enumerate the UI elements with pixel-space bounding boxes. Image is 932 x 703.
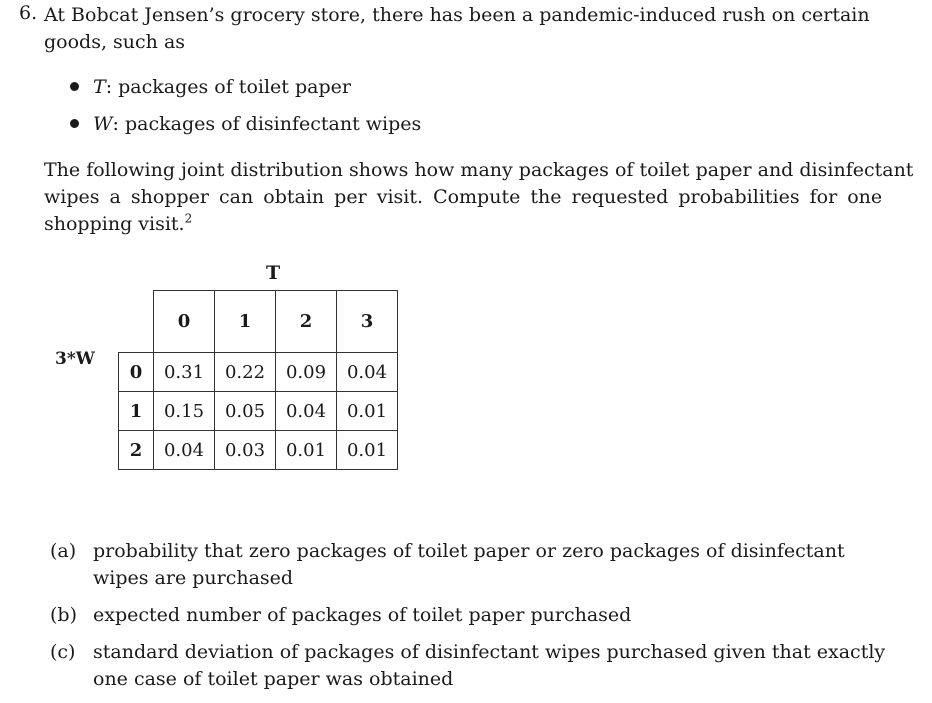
- row-variable-label: 3*W: [55, 349, 95, 369]
- table-cell: 0.03: [215, 431, 276, 470]
- footnote-marker: 2: [184, 211, 193, 226]
- table-cell: 0.04: [276, 392, 337, 431]
- bullet-icon: [70, 82, 79, 91]
- question-part-b: [50, 602, 885, 629]
- table-cell: 0.04: [154, 431, 215, 470]
- list-item: [70, 74, 421, 100]
- instructions-paragraph: [44, 157, 914, 238]
- goods-list: [70, 74, 421, 148]
- bullet-icon: [70, 119, 79, 128]
- table-row: [119, 431, 398, 470]
- row-header: 1: [119, 392, 154, 431]
- table-cell: 0.01: [337, 392, 398, 431]
- paragraph-line-text: shopping visit.: [44, 213, 185, 235]
- table-cell: 0.15: [154, 392, 215, 431]
- part-text-line: standard deviation of packages of disinfectant wipes purchased given that exactly: [93, 641, 886, 663]
- question-part-c: [50, 639, 885, 693]
- part-text-line: wipes are purchased: [93, 567, 294, 589]
- table-row: [119, 353, 398, 392]
- question-intro-line-1: At Bobcat Jensen’s grocery store, there has been a pandemic-induced rush on certain: [44, 4, 870, 26]
- part-label: (a): [50, 540, 77, 562]
- joint-distribution-table: [118, 290, 398, 470]
- table-cell: 0.09: [276, 353, 337, 392]
- column-variable-label: T: [266, 262, 281, 284]
- question-parts: [50, 538, 885, 703]
- paragraph-line-last: [44, 211, 884, 238]
- table-cell: 0.01: [337, 431, 398, 470]
- table-corner: [119, 291, 154, 353]
- paragraph-line: wipes a shopper can obtain per visit. Compute the requested probabilities for one: [44, 186, 883, 208]
- part-label: (b): [50, 604, 77, 626]
- table-header-row: [119, 291, 398, 353]
- variable-description: : packages of disinfectant wipes: [112, 113, 422, 135]
- table-cell: 0.31: [154, 353, 215, 392]
- part-label: (c): [50, 641, 76, 663]
- part-text-line: one case of toilet paper was obtained: [93, 668, 454, 690]
- table-cell: 0.01: [276, 431, 337, 470]
- question-number: 6.: [19, 2, 38, 24]
- table-row: [119, 392, 398, 431]
- list-item: [70, 111, 421, 137]
- question-part-a: [50, 538, 885, 592]
- row-header: 0: [119, 353, 154, 392]
- column-header: 2: [276, 291, 337, 353]
- column-header: 0: [154, 291, 215, 353]
- variable-name: T: [93, 76, 106, 98]
- paragraph-line: The following joint distribution shows how many packages of toilet paper and disinfectant: [44, 159, 914, 181]
- part-text-line: expected number of packages of toilet paper purchased: [93, 604, 632, 626]
- row-header: 2: [119, 431, 154, 470]
- variable-name: W: [93, 113, 113, 135]
- column-header: 1: [215, 291, 276, 353]
- column-header: 3: [337, 291, 398, 353]
- question-intro-line-2: goods, such as: [44, 31, 186, 53]
- table-cell: 0.05: [215, 392, 276, 431]
- variable-description: : packages of toilet paper: [105, 76, 351, 98]
- table-cell: 0.04: [337, 353, 398, 392]
- part-text-line: probability that zero packages of toilet paper or zero packages of disinfectant: [93, 540, 845, 562]
- table-cell: 0.22: [215, 353, 276, 392]
